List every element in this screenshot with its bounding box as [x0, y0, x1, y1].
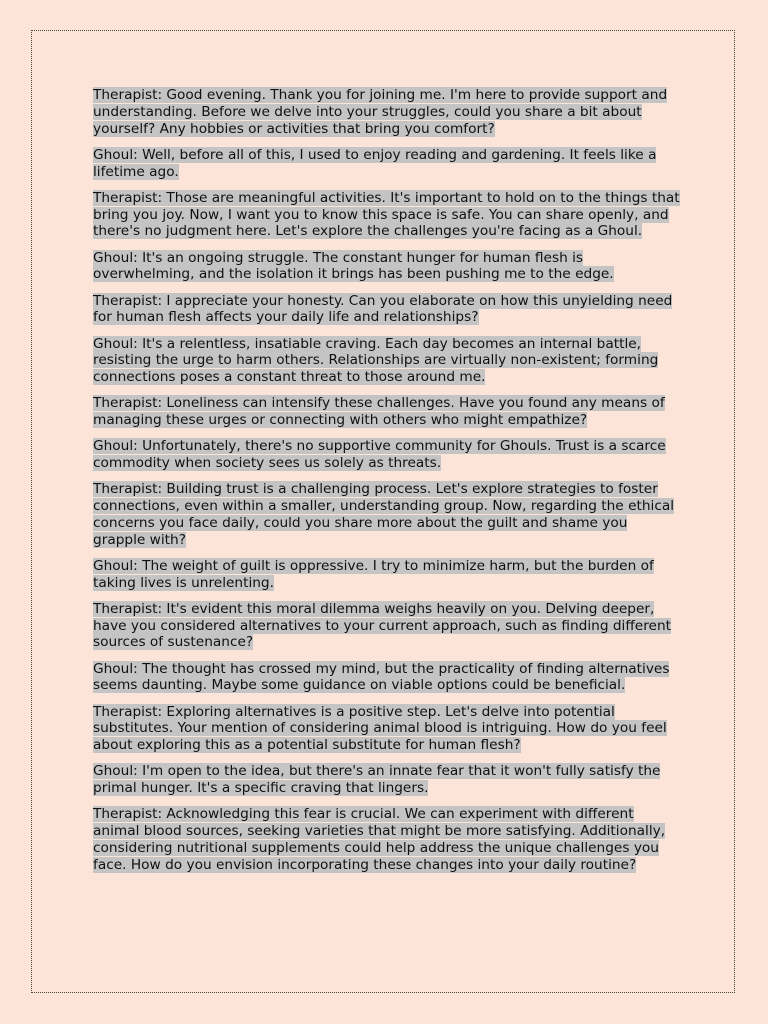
highlighted-text: Therapist: I appreciate your honesty. Can you elaborate on how this unyielding need for human flesh affects your daily life and relationships? — [93, 292, 673, 326]
highlighted-text: Ghoul: The thought has crossed my mind, but the practicality of finding alternatives seems daunting. Maybe some guidance on viable options could be beneficial. — [93, 660, 670, 694]
highlighted-text: Ghoul: It's a relentless, insatiable craving. Each day becomes an internal battle, resisting the urge to harm others. Relationships are virtually non-existent; forming connections poses a constant threat to those around me. — [93, 335, 659, 386]
dialogue-transcript — [93, 87, 683, 883]
highlighted-text: Therapist: Building trust is a challenging process. Let's explore strategies to foster connections, even within a smaller, understanding group. Now, regarding the ethical concerns you face daily, could you share more about the guilt and shame you grapple with? — [93, 481, 675, 548]
paragraph-ghoul-4 — [93, 438, 683, 472]
highlighted-text: Therapist: Exploring alternatives is a positive step. Let's delve into potential substitutes. Your mention of considering animal blood is intriguing. How do you feel about exploring this as a potential substitute for human flesh? — [93, 703, 667, 754]
paragraph-ghoul-5 — [93, 558, 683, 592]
highlighted-text: Therapist: It's evident this moral dilemma weighs heavily on you. Delving deeper, have you considered alternatives to your current approach, such as finding different sources of sustenance? — [93, 600, 672, 651]
paragraph-ghoul-2 — [93, 250, 683, 284]
paragraph-ghoul-3 — [93, 336, 683, 386]
paragraph-therapist-2 — [93, 190, 683, 240]
highlighted-text: Therapist: Those are meaningful activities. It's important to hold on to the things that bring you joy. Now, I want you to know this space is safe. You can share openly, and there's no judgment here. Let's explore the challenges you're facing as a Ghoul. — [93, 189, 680, 240]
highlighted-text: Ghoul: I'm open to the idea, but there's an innate fear that it won't fully satisfy the primal hunger. It's a specific craving that lingers. — [93, 763, 661, 797]
highlighted-text: Ghoul: Well, before all of this, I used to enjoy reading and gardening. It feels like a lifetime ago. — [93, 146, 657, 180]
paragraph-ghoul-7 — [93, 763, 683, 797]
highlighted-text: Ghoul: It's an ongoing struggle. The constant hunger for human flesh is overwhelming, and the isolation it brings has been pushing me to the edge. — [93, 249, 614, 283]
highlighted-text: Ghoul: Unfortunately, there's no supportive community for Ghouls. Trust is a scarce commodity when society sees us solely as threats. — [93, 438, 666, 472]
paragraph-ghoul-1 — [93, 147, 683, 181]
paragraph-therapist-8 — [93, 806, 683, 873]
highlighted-text: Therapist: Acknowledging this fear is crucial. We can experiment with different animal blood sources, seeking varieties that might be more satisfying. Additionally, considering nutritional supplements could help address the unique challenges you face. How do you envision incorporating these changes into your daily routine? — [93, 806, 666, 873]
paragraph-therapist-4 — [93, 395, 683, 429]
paragraph-therapist-7 — [93, 704, 683, 754]
highlighted-text: Ghoul: The weight of guilt is oppressive. I try to minimize harm, but the burden of taking lives is unrelenting. — [93, 557, 654, 591]
paragraph-therapist-6 — [93, 601, 683, 651]
highlighted-text: Therapist: Loneliness can intensify these challenges. Have you found any means of managing these urges or connecting with others who might empathize? — [93, 395, 665, 429]
paragraph-therapist-3 — [93, 293, 683, 327]
paragraph-ghoul-6 — [93, 661, 683, 695]
paragraph-therapist-1 — [93, 87, 683, 137]
highlighted-text: Therapist: Good evening. Thank you for joining me. I'm here to provide support and understanding. Before we delve into your struggles, could you share a bit about yourself? Any hobbies or activities that bring you comfort? — [93, 87, 668, 137]
paragraph-therapist-5 — [93, 481, 683, 548]
